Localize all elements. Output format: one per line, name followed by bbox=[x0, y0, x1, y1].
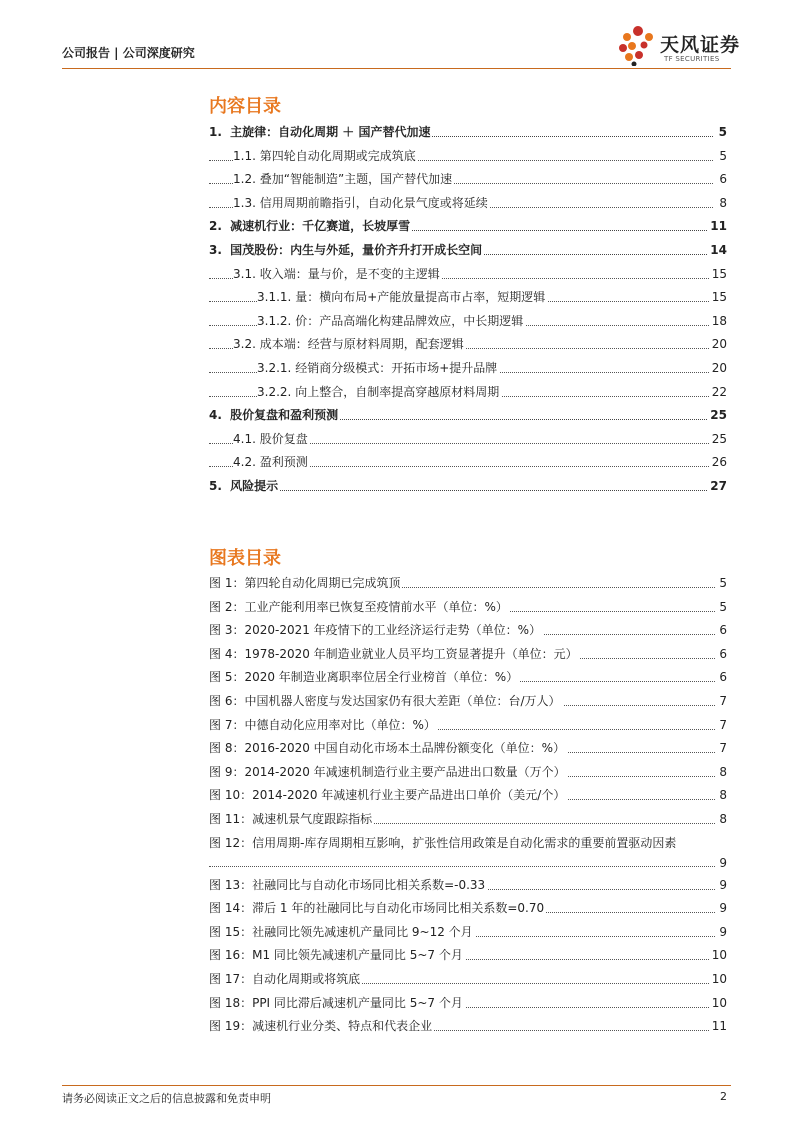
figure-entry-text: 图 3：2020-2021 年疫情下的工业经济运行走势（单位：%） bbox=[209, 619, 543, 643]
figure-entry[interactable] bbox=[209, 992, 727, 1016]
toc-entry[interactable] bbox=[209, 286, 727, 310]
toc-entry-title bbox=[209, 404, 340, 428]
figure-entry-text: 图 19：减速机行业分类、特点和代表企业 bbox=[209, 1015, 434, 1039]
brand-logo bbox=[618, 24, 741, 66]
figure-entry[interactable] bbox=[209, 596, 727, 620]
toc-entry-page: 25 bbox=[710, 428, 727, 452]
toc-entry[interactable] bbox=[209, 475, 727, 499]
toc-entry-page: 5 bbox=[717, 145, 727, 169]
toc-entry-page: 15 bbox=[710, 263, 727, 287]
toc-entry-page: 8 bbox=[717, 192, 727, 216]
figure-entry-page: 6 bbox=[717, 619, 727, 643]
footer-divider bbox=[62, 1085, 731, 1086]
figure-entry-page: 7 bbox=[717, 737, 727, 761]
toc-entry-title bbox=[209, 215, 412, 239]
toc-entry-page: 5 bbox=[717, 121, 727, 145]
toc-entry-text: 主旋律：自动化周期 ＋ 国产替代加速 bbox=[230, 125, 431, 139]
toc-entry[interactable] bbox=[209, 121, 727, 145]
toc-entry-page: 18 bbox=[710, 310, 727, 334]
toc-entry-text: 国茂股份：内生与外延，量价齐升打开成长空间 bbox=[230, 242, 483, 257]
toc-entry-title bbox=[233, 192, 490, 216]
toc-entry-number: 3.2. bbox=[233, 337, 256, 352]
toc-entry-text: 价：产品高端化构建品牌效应，中长期逻辑 bbox=[295, 313, 524, 328]
figure-entry-text: 图 14：滞后 1 年的社融同比与自动化市场同比相关系数=0.70 bbox=[209, 897, 546, 921]
toc-entry-text: 收入端：量与价，是不变的主逻辑 bbox=[259, 266, 440, 281]
toc-entry-title bbox=[257, 310, 525, 334]
figure-entry-page: 5 bbox=[717, 572, 727, 596]
toc-entry[interactable] bbox=[209, 428, 727, 452]
toc-entry[interactable] bbox=[209, 451, 727, 475]
toc-entry-text: 盈利预测 bbox=[259, 455, 308, 470]
toc-entry-text: 成本端：经营与原材料周期，配套逻辑 bbox=[259, 337, 464, 352]
toc-entry[interactable] bbox=[209, 333, 727, 357]
toc-entry-title bbox=[209, 121, 432, 145]
figure-entry[interactable] bbox=[209, 968, 727, 992]
toc-entry-number: 3.2.2. bbox=[257, 384, 292, 399]
figure-entry-text: 图 18：PPI 同比滞后减速机产量同比 5~7 个月 bbox=[209, 992, 465, 1016]
toc-entry[interactable] bbox=[209, 192, 727, 216]
toc-entry-title bbox=[257, 381, 501, 405]
toc-entry-page: 26 bbox=[710, 451, 727, 475]
figure-entry-text: 图 17：自动化周期或将筑底 bbox=[209, 968, 362, 992]
toc-entry-title bbox=[233, 428, 310, 452]
logo-text-en: TF SECURITIES bbox=[664, 55, 720, 63]
toc-entry-number: 5. bbox=[209, 478, 222, 493]
toc-entry-number: 1. bbox=[209, 125, 222, 139]
toc-entry-number: 3. bbox=[209, 242, 222, 257]
toc-entry[interactable] bbox=[209, 168, 727, 192]
toc-entry-title bbox=[233, 168, 454, 192]
page-number: 2 bbox=[720, 1090, 727, 1103]
figure-entry-page: 7 bbox=[717, 690, 727, 714]
figure-entry-text: 图 7：中德自动化应用率对比（单位：%） bbox=[209, 714, 438, 738]
toc-entry-number: 3.1.1. bbox=[257, 290, 292, 305]
toc-title: 内容目录 bbox=[209, 96, 281, 117]
figure-entry[interactable] bbox=[209, 944, 727, 968]
toc-entry-title bbox=[209, 239, 484, 263]
figure-entry-text: 图 10：2014-2020 年减速机行业主要产品进出口单价（美元/个） bbox=[209, 784, 567, 808]
figure-entry-text: 图 1：第四轮自动化周期已完成筑顶 bbox=[209, 572, 402, 596]
toc-entry-number: 1.2. bbox=[233, 172, 256, 187]
toc-entry-text: 信用周期前瞻指引，自动化景气度或将延续 bbox=[259, 195, 488, 210]
figure-entry[interactable] bbox=[209, 666, 727, 690]
figure-entry[interactable] bbox=[209, 897, 727, 921]
figure-entry[interactable] bbox=[209, 832, 727, 874]
toc-entry[interactable] bbox=[209, 145, 727, 169]
figure-entry[interactable] bbox=[209, 690, 727, 714]
toc-entry-page: 14 bbox=[708, 239, 727, 263]
toc-entry-text: 股价复盘 bbox=[259, 431, 308, 446]
figure-entry-text: 图 13：社融同比与自动化市场同比相关系数=-0.33 bbox=[209, 874, 487, 898]
toc-entry-title bbox=[209, 475, 280, 499]
figure-entry-page: 5 bbox=[717, 596, 727, 620]
figure-entry[interactable] bbox=[209, 619, 727, 643]
report-category: 公司报告 | 公司深度研究 bbox=[62, 46, 195, 60]
figure-entry-page: 9 bbox=[717, 852, 727, 876]
figure-entry-text: 图 8：2016-2020 中国自动化市场本土品牌份额变化（单位：%） bbox=[209, 737, 567, 761]
dot-leader bbox=[209, 490, 713, 491]
toc-entry-page: 20 bbox=[710, 333, 727, 357]
toc-entry-page: 11 bbox=[708, 215, 727, 239]
figure-entry-page: 8 bbox=[717, 784, 727, 808]
toc-entry[interactable] bbox=[209, 263, 727, 287]
logo-text-cn: 天风证券 bbox=[660, 34, 741, 56]
figure-entry[interactable] bbox=[209, 761, 727, 785]
figure-entry-page: 7 bbox=[717, 714, 727, 738]
toc-entry-number: 3.1. bbox=[233, 266, 256, 281]
figure-entry-page: 11 bbox=[710, 1015, 727, 1039]
header-divider bbox=[62, 68, 731, 69]
figure-entry[interactable] bbox=[209, 874, 727, 898]
figure-entry-text: 图 2：工业产能利用率已恢复至疫情前水平（单位：%） bbox=[209, 596, 510, 620]
figure-entry-text: 图 9：2014-2020 年减速机制造行业主要产品进出口数量（万个） bbox=[209, 761, 568, 785]
dot-leader bbox=[209, 866, 715, 867]
toc-entry-number: 2. bbox=[209, 219, 222, 234]
figure-entry-page: 6 bbox=[717, 666, 727, 690]
figure-entry[interactable] bbox=[209, 808, 727, 832]
figure-entry-page: 9 bbox=[717, 874, 727, 898]
figure-entry-text: 图 6：中国机器人密度与发达国家仍有很大差距（单位：台/万人） bbox=[209, 690, 563, 714]
figure-entry-page: 9 bbox=[717, 897, 727, 921]
toc-entry[interactable] bbox=[209, 239, 727, 263]
toc-entry-page: 6 bbox=[717, 168, 727, 192]
toc-entry[interactable] bbox=[209, 215, 727, 239]
figure-entry[interactable] bbox=[209, 737, 727, 761]
toc-entry[interactable] bbox=[209, 404, 727, 428]
figure-entry-page: 10 bbox=[710, 944, 727, 968]
figure-entry-page: 10 bbox=[710, 968, 727, 992]
toc-entry-title bbox=[233, 333, 466, 357]
tf-flower-logo-icon bbox=[618, 24, 658, 66]
figure-list-title: 图表目录 bbox=[209, 548, 281, 569]
toc-entry-text: 叠加“智能制造”主题，国产替代加速 bbox=[259, 172, 453, 187]
toc-entry-page: 22 bbox=[710, 381, 727, 405]
figure-entry[interactable] bbox=[209, 643, 727, 667]
toc-entry-number: 4.2. bbox=[233, 455, 256, 470]
toc-entry[interactable] bbox=[209, 357, 727, 381]
figure-entry-text: 图 12：信用周期-库存周期相互影响，扩张性信用政策是自动化需求的重要前置驱动因素 bbox=[209, 832, 729, 853]
toc-entry-page: 15 bbox=[710, 286, 727, 310]
table-of-contents bbox=[209, 121, 727, 499]
figure-entry[interactable] bbox=[209, 714, 727, 738]
figure-entry-page: 8 bbox=[717, 761, 727, 785]
figure-entry-text: 图 4：1978-2020 年制造业就业人员平均工资显著提升（单位：元） bbox=[209, 643, 580, 667]
figure-entry-text: 图 15：社融同比领先减速机产量同比 9~12 个月 bbox=[209, 921, 475, 945]
toc-entry-page: 27 bbox=[708, 475, 727, 499]
figure-entry-page: 8 bbox=[717, 808, 727, 832]
toc-entry-title bbox=[233, 263, 442, 287]
toc-entry-page: 25 bbox=[708, 404, 727, 428]
toc-entry-text: 经销商分级模式：开拓市场+提升品牌 bbox=[295, 360, 498, 375]
figure-entry[interactable] bbox=[209, 921, 727, 945]
toc-entry-number: 3.2.1. bbox=[257, 360, 292, 375]
toc-entry-title bbox=[233, 145, 418, 169]
toc-entry-text: 风险提示 bbox=[230, 478, 279, 493]
toc-entry-title bbox=[257, 286, 547, 310]
toc-entry-text: 第四轮自动化周期或完成筑底 bbox=[259, 148, 416, 163]
figure-entry[interactable] bbox=[209, 1015, 727, 1039]
figure-entry-text: 图 11：减速机景气度跟踪指标 bbox=[209, 808, 374, 832]
toc-entry-text: 向上整合，自制率提高穿越原材料周期 bbox=[295, 384, 500, 399]
toc-entry-page: 20 bbox=[710, 357, 727, 381]
toc-entry[interactable] bbox=[209, 310, 727, 334]
toc-entry-text: 股价复盘和盈利预测 bbox=[230, 408, 339, 423]
figure-entry[interactable] bbox=[209, 784, 727, 808]
figure-entry-page: 10 bbox=[710, 992, 727, 1016]
toc-entry-text: 减速机行业：千亿赛道，长坡厚雪 bbox=[230, 219, 411, 234]
toc-entry-text: 量：横向布局+产能放量提高市占率，短期逻辑 bbox=[295, 290, 546, 305]
toc-entry-number: 4.1. bbox=[233, 431, 256, 446]
toc-entry-title bbox=[233, 451, 310, 475]
figure-entry-page: 9 bbox=[717, 921, 727, 945]
figure-entry-text: 图 16：M1 同比领先减速机产量同比 5~7 个月 bbox=[209, 944, 465, 968]
toc-entry-title bbox=[257, 357, 499, 381]
figure-entry-page: 6 bbox=[717, 643, 727, 667]
disclaimer-notice: 请务必阅读正文之后的信息披露和免责申明 bbox=[62, 1092, 271, 1105]
toc-entry-number: 3.1.2. bbox=[257, 313, 292, 328]
toc-entry-number: 1.3. bbox=[233, 195, 256, 210]
toc-entry-number: 4. bbox=[209, 408, 222, 423]
toc-entry-number: 1.1. bbox=[233, 148, 256, 163]
figure-entry[interactable] bbox=[209, 572, 727, 596]
list-of-figures bbox=[209, 572, 727, 1039]
toc-entry[interactable] bbox=[209, 381, 727, 405]
figure-entry-text: 图 5：2020 年制造业离职率位居全行业榜首（单位：%） bbox=[209, 666, 520, 690]
